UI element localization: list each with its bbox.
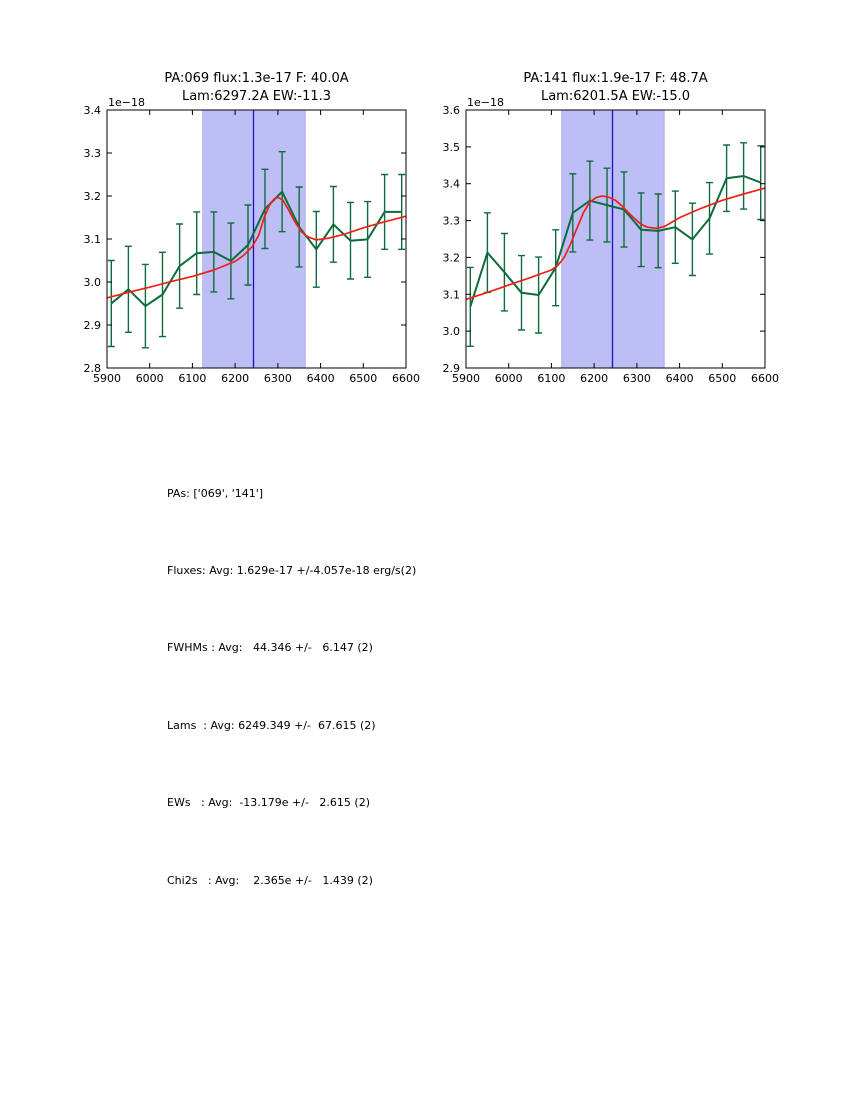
chart-title-line2: Lam:6297.2A EW:-11.3 xyxy=(181,89,332,104)
y-tick-label: 3.5 xyxy=(442,140,460,154)
x-tick-label: 6000 xyxy=(494,372,523,385)
stats-line-chi2s: Chi2s : Avg: 2.365e +/- 1.439 (2) xyxy=(167,873,373,887)
x-tick-label: 6400 xyxy=(306,372,335,385)
chart-title-line2: Lam:6201.5A EW:-15.0 xyxy=(540,89,691,104)
y-tick-label: 3.6 xyxy=(442,104,460,117)
y-tick-label: 3.0 xyxy=(442,325,460,339)
y-tick-label: 3.3 xyxy=(442,214,460,228)
y-tick-label: 2.8 xyxy=(83,362,101,375)
plot-area-pa141 xyxy=(406,58,786,390)
stats-line-pas: PAs: ['069', '141'] xyxy=(167,486,264,500)
x-tick-label: 6100 xyxy=(537,372,566,385)
y-tick-label: 3.3 xyxy=(83,147,101,160)
stats-line-lams: Lams : Avg: 6249.349 +/- 67.615 (2) xyxy=(167,718,376,732)
stats-block xyxy=(167,429,416,945)
x-tick-label: 6000 xyxy=(135,372,164,385)
x-tick-label: 6500 xyxy=(708,372,737,385)
x-tick-label: 5900 xyxy=(452,372,480,385)
x-tick-label: 6600 xyxy=(392,372,420,385)
x-tick-label: 6300 xyxy=(263,372,292,385)
y-tick-label: 2.9 xyxy=(442,362,460,375)
y-tick-label: 3.4 xyxy=(442,177,460,191)
x-tick-label: 6300 xyxy=(622,372,651,385)
x-tick-label: 6200 xyxy=(580,372,609,385)
x-tick-label: 6400 xyxy=(665,372,694,385)
y-tick-label: 3.1 xyxy=(442,288,460,302)
x-tick-label: 6100 xyxy=(178,372,207,385)
y-tick-label: 3.0 xyxy=(83,276,101,289)
x-tick-label: 6600 xyxy=(751,372,779,385)
stats-line-ews: EWs : Avg: -13.179e +/- 2.615 (2) xyxy=(167,796,370,810)
y-tick-label: 3.1 xyxy=(83,233,101,246)
chart-title-line1: PA:069 flux:1.3e-17 F: 40.0A xyxy=(164,71,349,86)
y-tick-label: 3.2 xyxy=(83,190,101,203)
y-axis-offset-label: 1e−18 xyxy=(467,96,504,109)
y-axis-offset-label: 1e−18 xyxy=(108,96,145,109)
y-tick-label: 3.2 xyxy=(442,251,460,265)
stats-line-fwhms: FWHMs : Avg: 44.346 +/- 6.147 (2) xyxy=(167,641,373,655)
stats-line-fluxes: Fluxes: Avg: 1.629e-17 +/-4.057e-18 erg/s(2) xyxy=(167,563,417,577)
x-tick-label: 6500 xyxy=(349,372,378,385)
chart-title-line1: PA:141 flux:1.9e-17 F: 48.7A xyxy=(523,71,708,86)
y-tick-label: 2.9 xyxy=(83,319,101,332)
x-tick-label: 5900 xyxy=(93,372,121,385)
y-tick-label: 3.4 xyxy=(83,104,101,117)
plot-area-pa069 xyxy=(47,58,427,390)
x-tick-label: 6200 xyxy=(221,372,250,385)
